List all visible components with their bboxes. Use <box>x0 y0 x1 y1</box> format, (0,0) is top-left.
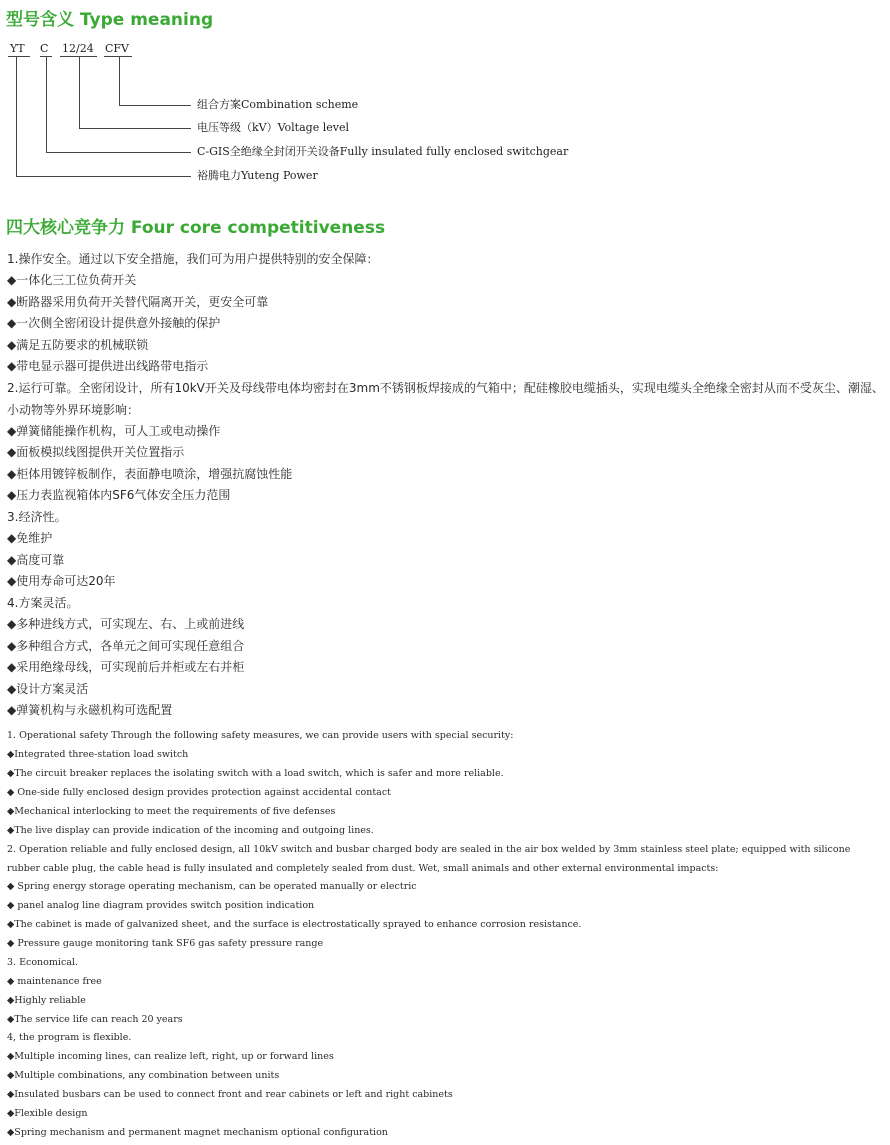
list-item: ◆Multiple incoming lines, can realize left, right, up or forward lines <box>7 1051 334 1062</box>
competitiveness-heading: 四大核心竞争力 Four core competitiveness <box>6 218 386 238</box>
list-item: ◆ panel analog line diagram provides switch position indication <box>7 900 315 911</box>
code-yt: YT <box>10 42 25 55</box>
list-item: 2. Operation reliable and fully enclosed design, all 10kV switch and busbar charged body are sealed in the air box welded by 3mm stainless steel plate; equipped with silicone rubber cable plug, the cable head is fully insulated and completely sealed from dust. Wet, small animals and other external environmental impacts: <box>7 844 851 874</box>
list-item: ◆多种组合方式，各单元之间可实现任意组合 <box>7 639 245 653</box>
leader-cfv <box>119 56 120 105</box>
list-item: ◆采用绝缘母线，可实现前后并柜或左右并柜 <box>7 660 245 674</box>
list-item: 4.方案灵活。 <box>7 596 79 610</box>
list-item: ◆多种进线方式，可实现左、右、上或前进线 <box>7 617 245 631</box>
code-voltage: 12/24 <box>62 42 94 55</box>
list-item: ◆Multiple combinations, any combination between units <box>7 1070 280 1081</box>
list-item: ◆The circuit breaker replaces the isolating switch with a load switch, which is safer and more reliable. <box>7 768 504 779</box>
label-yuteng-power: 裕腾电力Yuteng Power <box>197 169 318 182</box>
list-item: ◆满足五防要求的机械联锁 <box>7 338 149 352</box>
list-item: ◆压力表监视箱体内SF6气体安全压力范围 <box>7 488 231 502</box>
list-item: 1. Operational safety Through the following safety measures, we can provide users with special security: <box>7 730 514 741</box>
label-combination-scheme: 组合方案Combination scheme <box>197 98 359 111</box>
list-item: ◆免维护 <box>7 531 53 545</box>
list-item: 3.经济性。 <box>7 510 67 524</box>
leader-c <box>46 56 47 152</box>
list-item: ◆Integrated three-station load switch <box>7 749 189 760</box>
leader-h-c <box>46 152 191 153</box>
list-item: ◆一体化三工位负荷开关 <box>7 273 137 287</box>
code-cfv: CFV <box>105 42 129 55</box>
leader-h-cfv <box>119 105 191 106</box>
list-item: ◆ Spring energy storage operating mechanism, can be operated manually or electric <box>7 881 417 892</box>
list-item: ◆Highly reliable <box>7 995 86 1006</box>
list-item: ◆一次侧全密闭设计提供意外接触的保护 <box>7 316 221 330</box>
code-c: C <box>40 42 49 55</box>
list-item: ◆Spring mechanism and permanent magnet mechanism optional configuration <box>7 1127 388 1138</box>
list-item: ◆The live display can provide indication of the incoming and outgoing lines. <box>7 825 374 836</box>
list-item: ◆Insulated busbars can be used to connect front and rear cabinets or left and right cabinets <box>7 1089 453 1100</box>
list-item: ◆断路器采用负荷开关替代隔离开关，更安全可靠 <box>7 295 269 309</box>
type-meaning-heading: 型号含义 Type meaning <box>6 10 214 30</box>
underline-yt <box>8 56 30 57</box>
list-item: 3. Economical. <box>7 957 78 968</box>
list-item: ◆弹簧机构与永磁机构可选配置 <box>7 703 173 717</box>
list-item: ◆Mechanical interlocking to meet the requirements of five defenses <box>7 806 336 817</box>
list-item: ◆弹簧储能操作机构，可人工或电动操作 <box>7 424 221 438</box>
list-item: ◆带电显示器可提供进出线路带电指示 <box>7 359 209 373</box>
label-switchgear: C-GIS全绝缘全封闭开关设备Fully insulated fully enclosed switchgear <box>197 145 569 158</box>
leader-voltage <box>79 56 80 128</box>
leader-h-voltage <box>79 128 191 129</box>
list-item: ◆使用寿命可达20年 <box>7 574 116 588</box>
label-voltage-level: 电压等级（kV）Voltage level <box>197 121 349 134</box>
list-item: ◆高度可靠 <box>7 553 65 567</box>
list-item: ◆The cabinet is made of galvanized sheet, and the surface is electrostatically sprayed to enhance corrosion resistance. <box>7 919 582 930</box>
leader-yt <box>16 56 17 176</box>
list-item: 4, the program is flexible. <box>7 1032 132 1043</box>
list-item: ◆ Pressure gauge monitoring tank SF6 gas safety pressure range <box>7 938 324 949</box>
list-item: ◆设计方案灵活 <box>7 682 89 696</box>
list-item: ◆柜体用镀锌板制作，表面静电喷涂，增强抗腐蚀性能 <box>7 467 293 481</box>
list-item: ◆ maintenance free <box>7 976 102 987</box>
leader-h-yt <box>16 176 191 177</box>
list-item: ◆ One-side fully enclosed design provides protection against accidental contact <box>7 787 391 798</box>
list-item: ◆Flexible design <box>7 1108 88 1119</box>
underline-cfv <box>104 56 132 57</box>
list-item: 1.操作安全。通过以下安全措施，我们可为用户提供特别的安全保障： <box>7 252 379 266</box>
list-item: ◆The service life can reach 20 years <box>7 1014 183 1025</box>
list-item: ◆面板模拟线图提供开关位置指示 <box>7 445 185 459</box>
list-item: 2.运行可靠。全密闭设计，所有10kV开关及母线带电体均密封在3mm不锈钢板焊接成的气箱中；配硅橡胶电缆插头，实现电缆头全绝缘全密封从而不受灰尘、潮湿、小动物等外界环境影响： <box>7 381 884 417</box>
